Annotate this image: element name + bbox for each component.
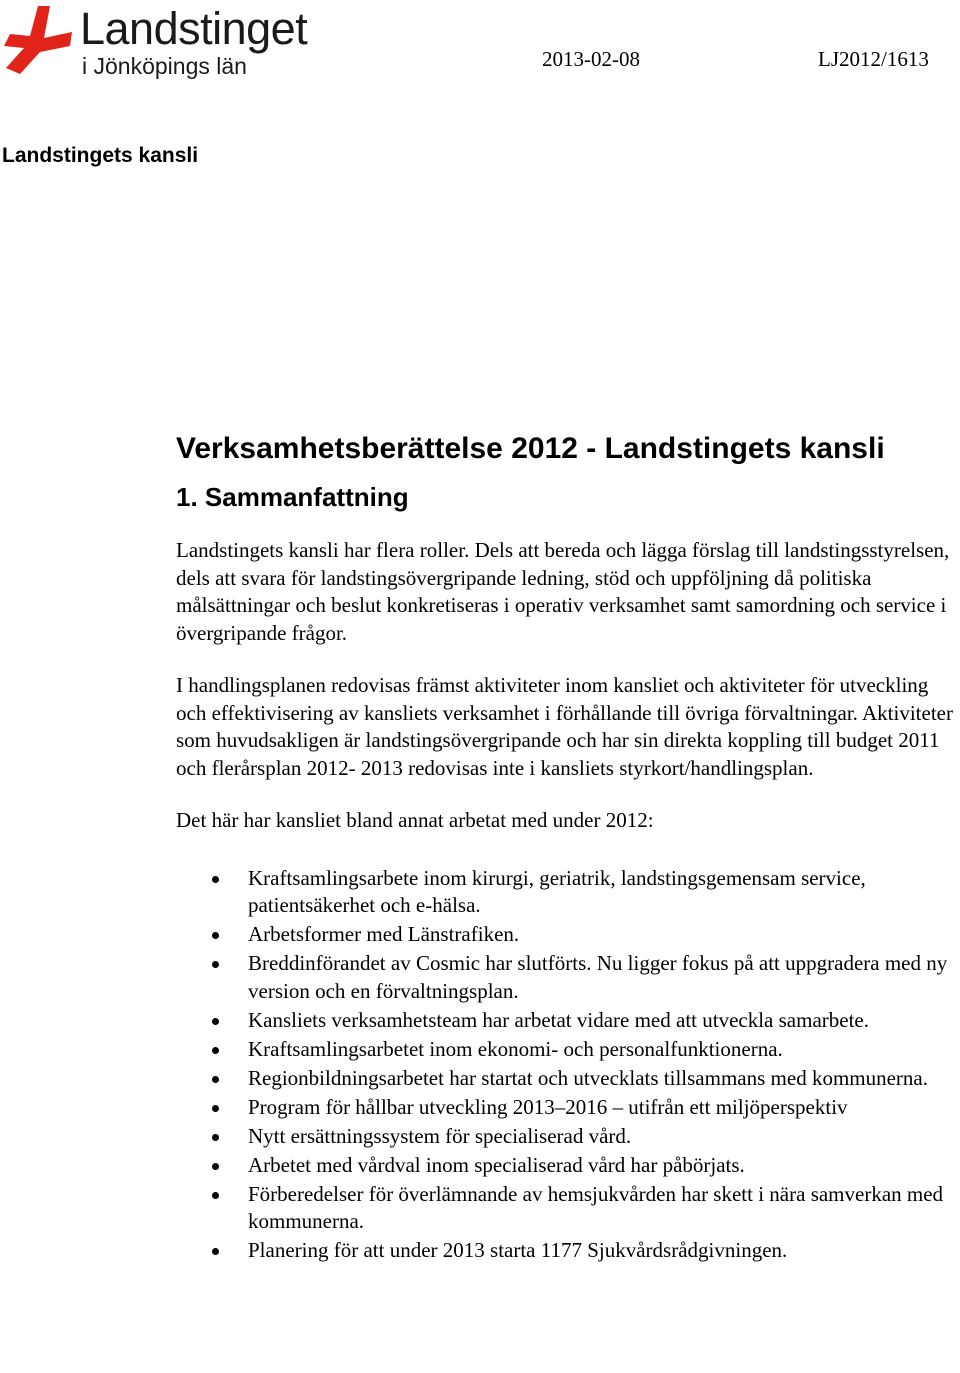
document-body [176, 430, 960, 1266]
list-item [176, 1094, 960, 1122]
bullet-icon [212, 1018, 219, 1025]
document-title: Verksamhetsberättelse 2012 - Landstingets kansli [176, 432, 885, 465]
bullet-list [176, 865, 960, 1265]
department-name: Landstingets kansli [2, 144, 199, 167]
paragraph: Landstingets kansli har flera roller. Dels att bereda och lägga förslag till landstingsstyrelsen, dels att svara för landstingsövergripande ledning, stöd och uppföljning då politiska målsättningar och beslut konkretiseras i operativ verksamhet samt samordning och service i övergripande frågor. [176, 538, 950, 645]
list-item [176, 1007, 960, 1035]
bullet-icon [212, 1134, 219, 1141]
list-item-text: Kraftsamlingsarbetet inom ekonomi- och personalfunktionerna. [248, 1036, 783, 1061]
list-item [176, 1065, 960, 1093]
list-item-text: Arbetet med vårdval inom specialiserad vård har påbörjats. [248, 1152, 745, 1177]
list-item [176, 950, 960, 1005]
logo-subtitle: i Jönköpings län [82, 53, 247, 79]
bullet-icon [212, 1047, 219, 1054]
list-item-text: Kraftsamlingsarbete inom kirurgi, geriatrik, landstingsgemensam service, patientsäkerhet och e-hälsa. [248, 865, 866, 917]
list-item-text: Kansliets verksamhetsteam har arbetat vidare med att utveckla samarbete. [248, 1007, 869, 1032]
logo [0, 2, 320, 82]
list-item [176, 921, 960, 949]
bullet-icon [212, 1105, 219, 1112]
paragraph: Det här har kansliet bland annat arbetat med under 2012: [176, 808, 654, 832]
list-item [176, 1123, 960, 1151]
document-reference: LJ2012/1613 [818, 47, 929, 71]
list-item-text: Breddinförandet av Cosmic har slutförts. Nu ligger fokus på att uppgradera med ny version och en förvaltningsplan. [248, 951, 948, 1003]
section-heading: 1. Sammanfattning [176, 482, 409, 512]
list-item [176, 1181, 960, 1236]
list-item [176, 1036, 960, 1064]
bullet-icon [212, 1076, 219, 1083]
bullet-icon [212, 932, 219, 939]
list-item-text: Förberedelser för överlämnande av hemsjukvården har skett i nära samverkan med kommunerna. [248, 1181, 944, 1233]
list-item [176, 1237, 960, 1265]
bullet-icon [212, 1192, 219, 1199]
logo-mark-icon [0, 2, 76, 78]
document-date: 2013-02-08 [542, 47, 640, 71]
list-item-text: Nytt ersättningssystem för specialiserad vård. [248, 1123, 632, 1148]
list-item [176, 1152, 960, 1180]
list-item-text: Program för hållbar utveckling 2013–2016 – utifrån ett miljöperspektiv [248, 1094, 848, 1119]
list-item [176, 865, 960, 920]
bullet-icon [212, 1163, 219, 1170]
list-item-text: Regionbildningsarbetet har startat och utvecklats tillsammans med kommunerna. [248, 1065, 928, 1090]
list-item-text: Planering för att under 2013 starta 1177 Sjukvårdsrådgivningen. [248, 1238, 788, 1262]
list-item-text: Arbetsformer med Länstrafiken. [248, 922, 520, 946]
bullet-icon [212, 876, 219, 883]
bullet-icon [212, 1248, 219, 1255]
logo-title: Landstinget [80, 3, 308, 54]
paragraph: I handlingsplanen redovisas främst aktiviteter inom kansliet och aktiviteter för utveckling och effektivisering av kansliets verksamhet i förhållande till övriga förvaltningar. Aktiviteter som huvudsakligen är landstingsövergripande och har sin direkta koppling till budget 2011 och flerårsplan 2012- 2013 redovisas inte i kansliets styrkort/handlingsplan. [176, 673, 953, 780]
bullet-icon [212, 961, 219, 968]
